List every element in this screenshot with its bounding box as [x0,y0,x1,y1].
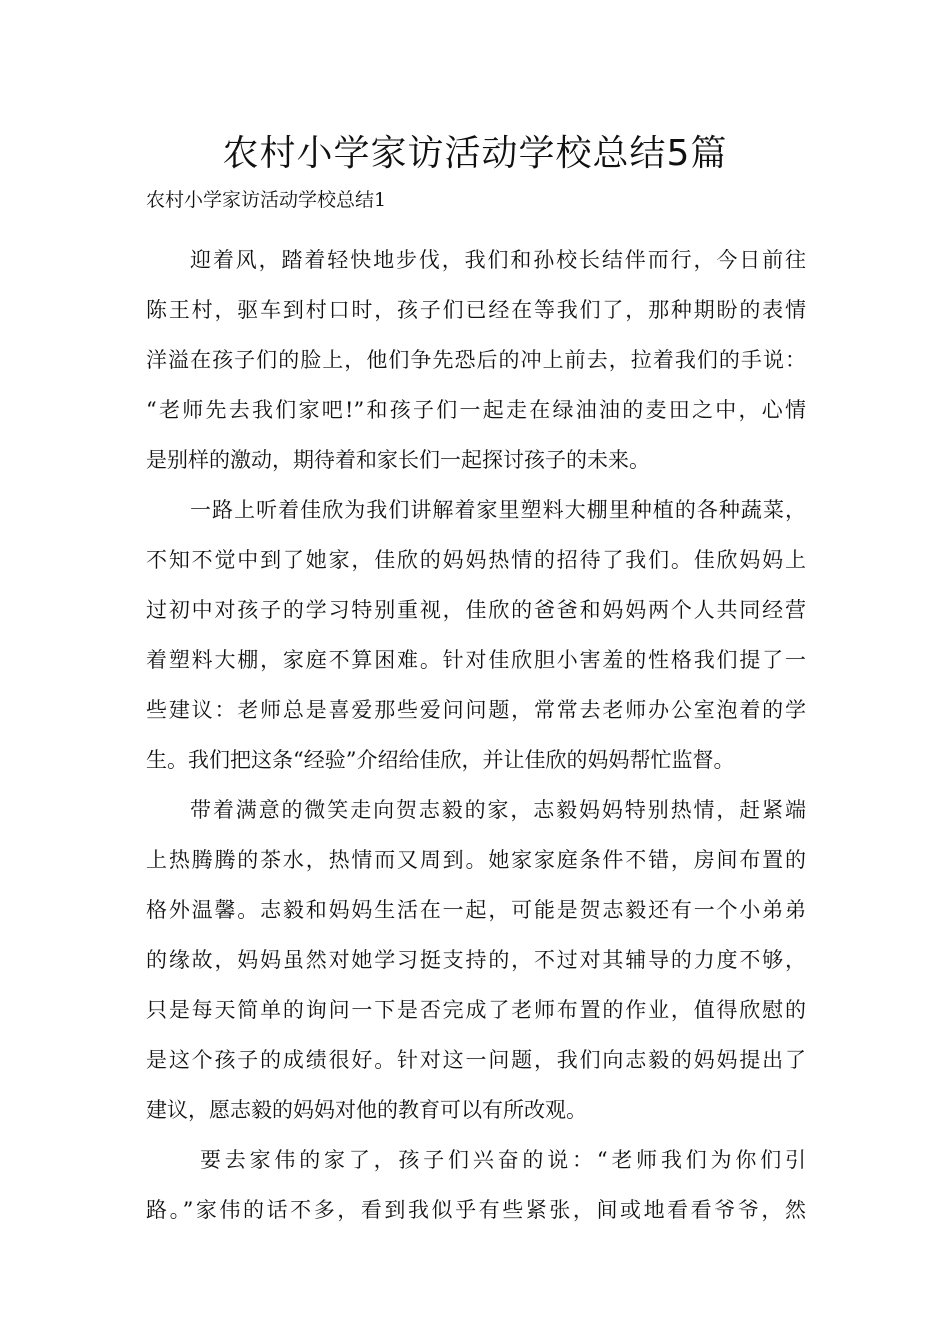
paragraph-line: 洋溢在孩子们的脸上，他们争先恐后的冲上前去，拉着我们的手说： [146,348,806,372]
paragraph-line: 一路上听着佳欣为我们讲解着家里塑料大棚里种植的各种蔬菜， [190,498,806,522]
paragraph-1 [146,235,806,485]
paragraph-4 [146,1135,806,1235]
paragraph-line: 迎着风，踏着轻快地步伐，我们和孙校长结伴而行，今日前往 [190,248,806,272]
paragraph-3 [146,785,806,1135]
paragraph-line: 建议，愿志毅的妈妈对他的教育可以有所改观。 [146,1098,587,1122]
paragraph-line: 的缘故，妈妈虽然对她学习挺支持的，不过对其辅导的力度不够， [146,948,806,972]
paragraph-2 [146,485,806,785]
paragraph-line: 是这个孩子的成绩很好。针对这一问题，我们向志毅的妈妈提出了 [146,1048,806,1072]
paragraph-line: 生。我们把这条“经验”介绍给佳欣，并让佳欣的妈妈帮忙监督。 [146,748,735,772]
paragraph-line: 着塑料大棚，家庭不算困难。针对佳欣胆小害羞的性格我们提了一 [146,648,806,672]
paragraph-line: 是别样的激动，期待着和家长们一起探讨孩子的未来。 [146,448,650,472]
paragraph-line: 只是每天简单的询问一下是否完成了老师布置的作业，值得欣慰的 [146,998,806,1022]
paragraph-line: 要去家伟的家了，孩子们兴奋的说：“老师我们为你们引 [200,1148,806,1172]
paragraph-line: 不知不觉中到了她家，佳欣的妈妈热情的招待了我们。佳欣妈妈上 [146,548,806,572]
paragraph-line: 过初中对孩子的学习特别重视，佳欣的爸爸和妈妈两个人共同经营 [146,598,806,622]
section-heading: 农村小学家访活动学校总结1 [146,189,387,211]
paragraph-line: 陈王村，驱车到村口时，孩子们已经在等我们了，那种期盼的表情 [146,298,806,322]
paragraph-line: 带着满意的微笑走向贺志毅的家，志毅妈妈特别热情，赶紧端 [190,798,806,822]
paragraph-line: 格外温馨。志毅和妈妈生活在一起，可能是贺志毅还有一个小弟弟 [146,898,806,922]
paragraph-line: 路。”家伟的话不多，看到我似乎有些紧张，间或地看看爷爷，然 [146,1198,806,1222]
document-title: 农村小学家访活动学校总结5篇 [222,133,728,174]
paragraph-line: 上热腾腾的茶水，热情而又周到。她家家庭条件不错，房间布置的 [146,848,806,872]
paragraph-line: “老师先去我们家吧!”和孩子们一起走在绿油油的麦田之中，心情 [146,398,806,422]
document-body [146,235,806,1235]
paragraph-line: 些建议：老师总是喜爱那些爱问问题，常常去老师办公室泡着的学 [146,698,806,722]
